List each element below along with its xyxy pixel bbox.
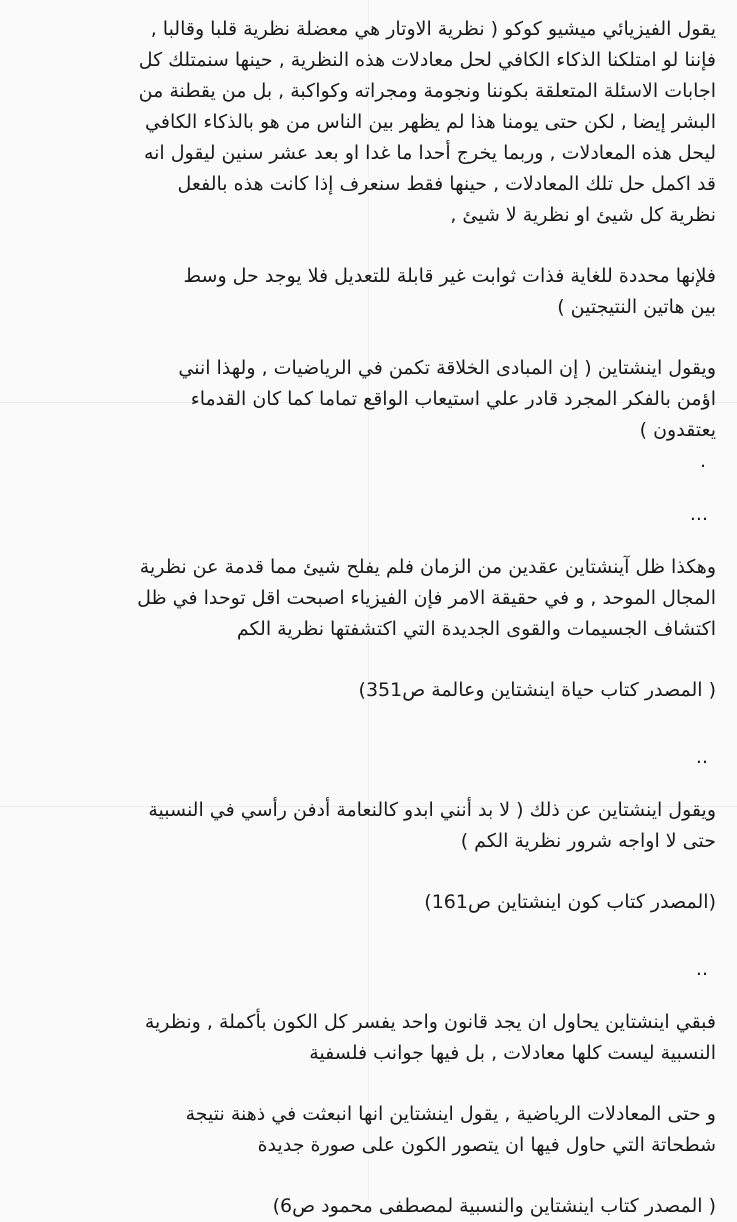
source-citation-1: ( المصدر كتاب حياة اينشتاين وعالمة ص351) — [358, 679, 716, 701]
paragraph-equations-vision: و حتى المعادلات الرياضية , يقول اينشتاين انها انبعثت في ذهنة نتيجة شطحاتة التي حاول فيها ان يتصور الكون على صورة جديدة — [185, 1103, 716, 1156]
separator-dot: . — [699, 450, 706, 472]
separator-ellipsis: ... — [689, 503, 708, 525]
document-body — [22, 14, 716, 1222]
paragraph-unified-field: وهكذا ظل آينشتاين عقدين من الزمان فلم يفلح شيئ مما قدمة عن نظرية المجال الموحد , و في حقيقة الامر فإن الفيزياء اصبحت اقل توحدا في ظل اكتشاف الجسيمات والقوى الجديدة التي اكتشفتها نظرية الكم — [137, 556, 716, 640]
source-citation-3: ( المصدر كتاب اينشتاين والنسبية لمصطفى محمود ص6) — [272, 1195, 716, 1217]
paragraph-einstein-math: ويقول اينشتاين ( إن المبادى الخلاقة تكمن في الرياضيات , ولهذا انني اؤمن بالفكر المجرد قادر علي استيعاب الواقع تماما كما كان القدماء يعتقدون ) — [178, 357, 716, 441]
paragraph-kaku-quote-end: فلإنها محددة للغاية فذات ثوابت غير قابلة للتعديل فلا يوجد حل وسط بين هاتين النتيجتين ) — [183, 265, 716, 318]
paragraph-ostrich-quote: ويقول اينشتاين عن ذلك ( لا بد أنني ابدو كالنعامة أدفن رأسي في النسبية حتى لا اواجه شرور نظرية الكم ) — [148, 799, 716, 852]
paragraph-kaku-quote: يقول الفيزيائي ميشيو كوكو ( نظرية الاوتار هي معضلة نظرية قلبا وقالبا , فإننا لو امتلكنا الذكاء الكافي لحل معادلات هذه النظرية , حينها سنمتلك كل اجابات الاسئلة المتعلقة بكوننا ونجومة ومجراته وكواكبة , بل من يقطنة من البشر إيضا , لكن حتى يومنا هذا لم يظهر بين الناس من هو بالذكاء الكافي ليحل هذه المعادلات , وربما يخرج أحدا ما غدا او بعد عشر سنين ليقول انه قد اكمل حل تلك المعادلات , حينها فقط سنعرف إذا كانت هذه بالفعل نظرية كل شيئ او نظرية لا شيئ , — [138, 18, 716, 226]
separator-dots: .. — [695, 958, 708, 980]
paragraph-single-law: فبقي اينشتاين يحاول ان يجد قانون واحد يفسر كل الكون بأكملة , ونظرية النسبية ليست كلها معادلات , بل فيها جوانب فلسفية — [144, 1011, 716, 1064]
source-citation-2: (المصدر كتاب كون اينشتاين ص161) — [424, 891, 716, 913]
separator-dots: .. — [695, 746, 708, 768]
